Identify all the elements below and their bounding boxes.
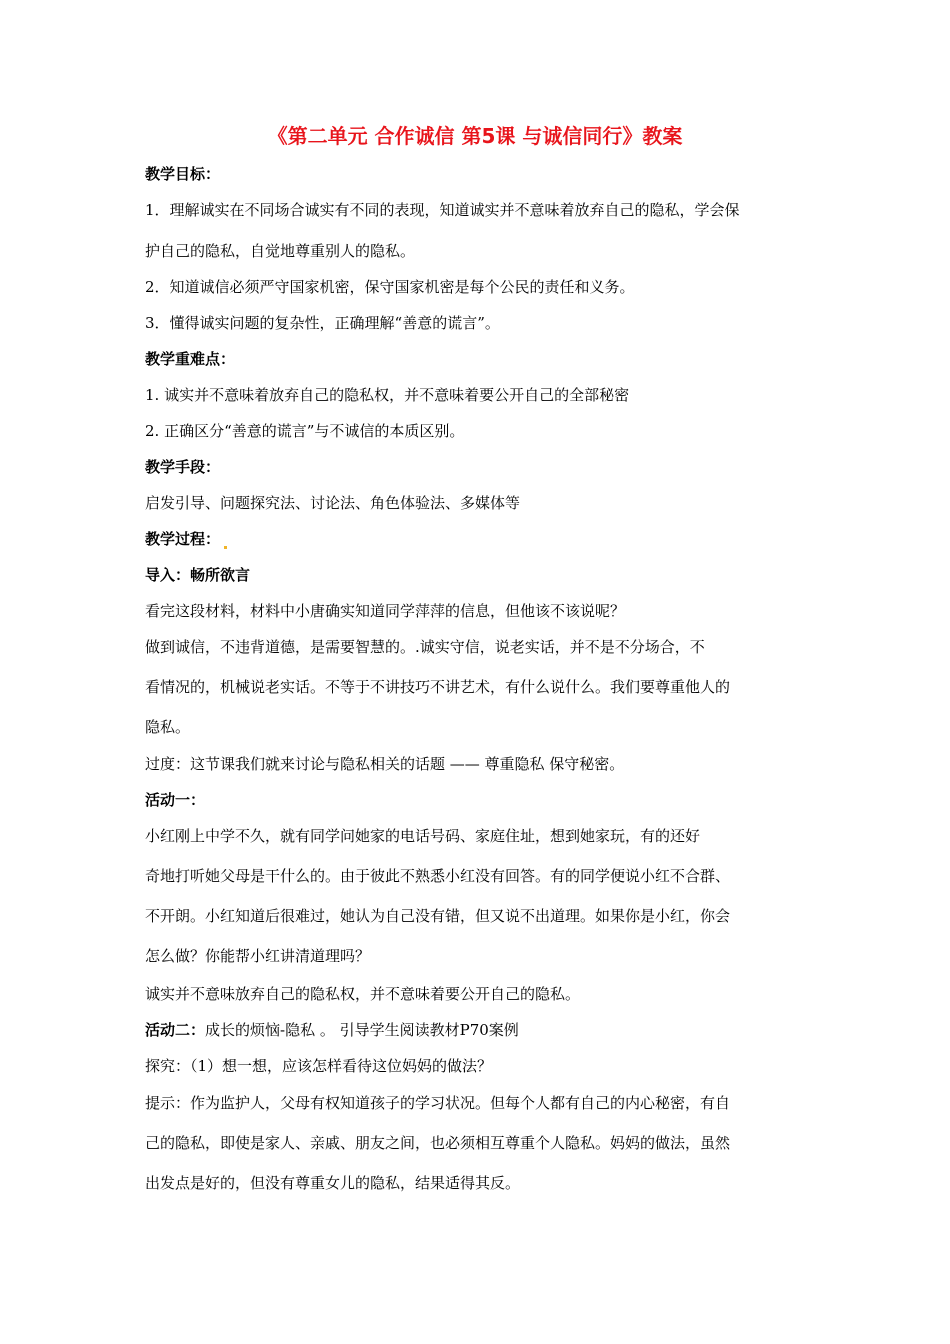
para1-line-2: 看情况的，机械说老实话。不等于不讲技巧不讲艺术，有什么说什么。我们要尊重他人的 [145, 678, 731, 696]
means-text: 启发引导、问题探究法、讨论法、角色体验法、多媒体等 [145, 494, 521, 512]
means-heading: 教学手段： [145, 458, 221, 476]
goals-heading: 教学目标： [145, 165, 221, 183]
activity2-explore: 探究：（1）想一想，应该怎样看待这位妈妈的做法？ [145, 1057, 493, 1075]
difficulty-2: 2. 正确区分“善意的谎言”与不诚信的本质区别。 [145, 422, 465, 440]
activity2-text: 成长的烦恼-隐私 。 引导学生阅读教材P70案例 [205, 1021, 519, 1039]
difficulty-1: 1. 诚实并不意味着放弃自己的隐私权，并不意味着要公开自己的全部秘密 [145, 386, 630, 404]
intro-question: 看完这段材料，材料中小唐确实知道同学萍萍的信息，但他该不该说呢？ [145, 602, 626, 620]
difficulties-heading: 教学重难点： [145, 350, 236, 368]
hint-line-2: 己的隐私，即使是家人、亲戚、朋友之间，也必须相互尊重个人隐私。妈妈的做法，虽然 [145, 1134, 731, 1152]
goal-2: 2．知道诚信必须严守国家机密，保守国家机密是每个公民的责任和义务。 [145, 278, 635, 296]
hint-line-3: 出发点是好的，但没有尊重女儿的隐私，结果适得其反。 [145, 1174, 521, 1192]
transition-text: 过度：这节课我们就来讨论与隐私相关的话题 —— 尊重隐私 保守秘密。 [145, 755, 625, 773]
goal-1-line-1: 1．理解诚实在不同场合诚实有不同的表现，知道诚实并不意味着放弃自己的隐私，学会保 [145, 201, 740, 219]
hint-line-1: 提示：作为监护人，父母有权知道孩子的学习状况。但每个人都有自己的内心秘密，有自 [145, 1094, 731, 1112]
activity1-line-4: 怎么做？你能帮小红讲清道理吗？ [145, 947, 371, 965]
activity1-line-1: 小红刚上中学不久，就有同学问她家的电话号码、家庭住址，想到她家玩，有的还好 [145, 827, 701, 845]
goal-3: 3．懂得诚实问题的复杂性，正确理解“善意的谎言”。 [145, 314, 500, 332]
activity2-line [145, 1020, 825, 1040]
para1-line-1: 做到诚信，不违背道德，是需要智慧的。.诚实守信，说老实话，并不是不分场合，不 [145, 638, 705, 656]
activity1-line-2: 奇地打听她父母是干什么的。由于彼此不熟悉小红没有回答。有的同学便说小红不合群、 [145, 867, 731, 885]
process-heading: 教学过程： [145, 529, 825, 549]
activity1-heading: 活动一： [145, 791, 206, 809]
dot-mark [224, 546, 227, 549]
document-title: 《第二单元 合作诚信 第5课 与诚信同行》教案 [267, 124, 683, 148]
goal-1-line-2: 护自己的隐私，自觉地尊重别人的隐私。 [145, 242, 416, 260]
para1-line-3: 隐私。 [145, 718, 191, 736]
intro-heading: 导入：畅所欲言 [145, 566, 251, 584]
activity1-line-3: 不开朗。小红知道后很难过，她认为自己没有错，但又说不出道理。如果你是小红，你会 [145, 907, 731, 925]
activity2-heading: 活动二： [145, 1021, 206, 1039]
activity1-conclusion: 诚实并不意味放弃自己的隐私权，并不意味着要公开自己的隐私。 [145, 985, 581, 1003]
